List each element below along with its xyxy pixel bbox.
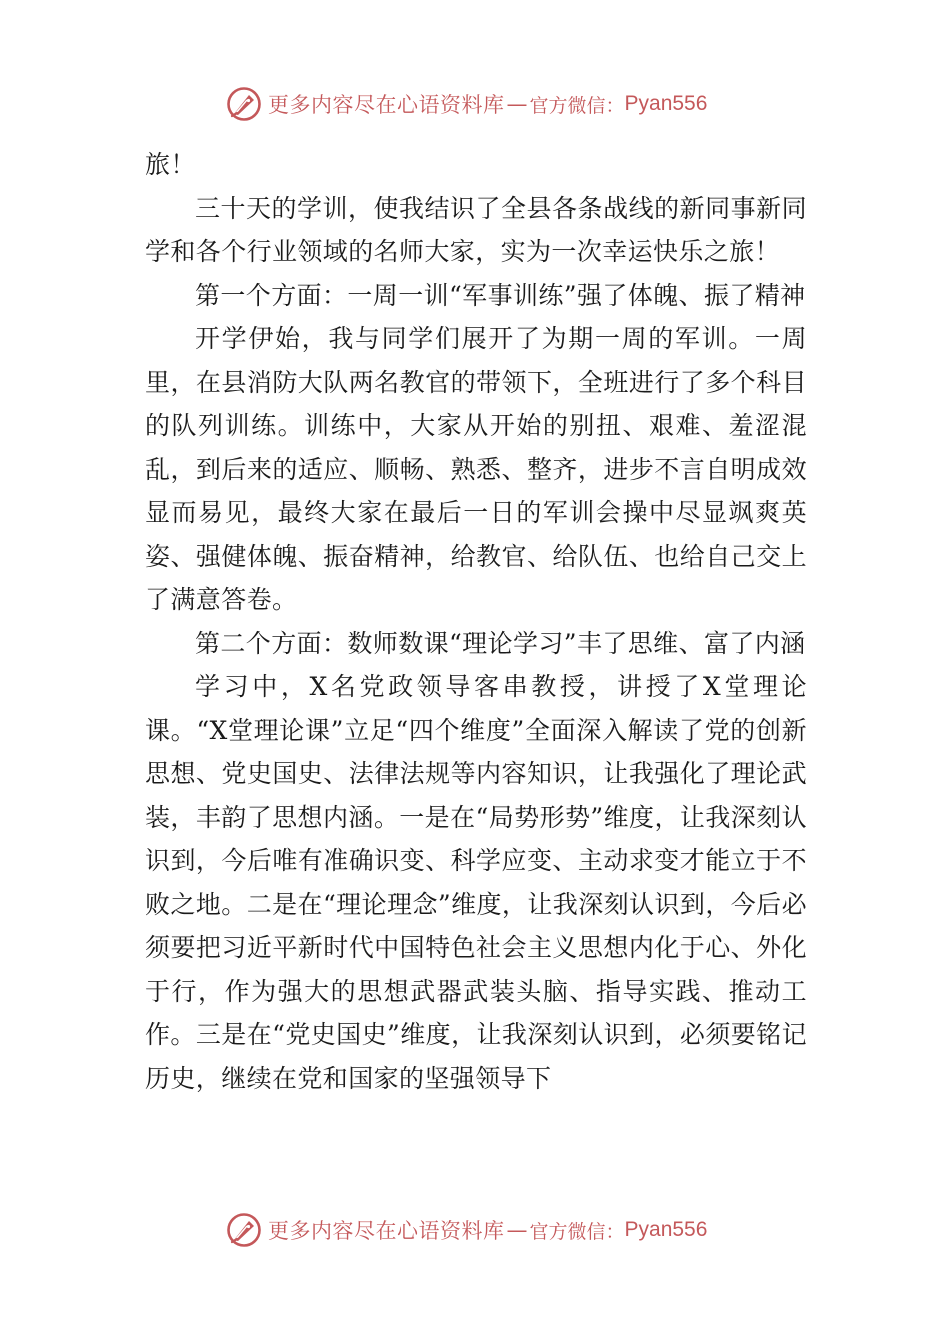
banner-site-text: 更多内容尽在心语资料库 [268,93,505,117]
banner-wechat-label: 官方微信： [529,94,625,117]
paragraph-theory-study: 学习中，X名党政领导客串教授，讲授了X堂理论课。“X堂理论课”立足“四个维度”全面深入解读了党的创新思想、党史国史、法律法规等内容知识，让我强化了理论武装，丰韵了思想内涵。一是在“局势形势”维度，让我深刻认识到，今后唯有准确识变、科学应变、主动求变才能立于不败之地。二是在“理论理念”维度，让我深刻认识到，今后必须要把习近平新时代中国特色社会主义思想内化于心、外化于行，作为强大的思想武器武装头脑、指导实践、推动工作。三是在“党史国史”维度，让我深刻认识到，必须要铭记历史，继续在党和国家的坚强领导下 [145,672,807,1093]
section-heading-1: 第一个方面：一周一训“军事训练”强了体魄、振了精神 [195,280,806,310]
pen-nib-logo-icon [226,1212,262,1248]
paragraph-continuation: 旅！ [145,150,196,179]
paragraph-military-training: 开学伊始，我与同学们展开了为期一周的军训。一周里，在县消防大队两名教官的带领下，全班进行了多个科目的队列训练。训练中，大家从开始的别扭、艰难、羞涩混乱，到后来的适应、顺畅、熟悉、整齐，进步不言自明成效显而易见，最终大家在最后一日的军训会操中尽显飒爽英姿、强健体魄、振奋精神，给教官、给队伍、也给自己交上了满意答卷。 [145,324,807,614]
footer-banner [226,1208,707,1252]
banner-wechat-id: Pyan556 [624,1218,708,1241]
pen-nib-logo-icon [226,86,262,122]
banner-wechat-label: 官方微信： [529,1220,625,1243]
paragraph-intro: 三十天的学训，使我结识了全县各条战线的新同事新同学和各个行业领域的名师大家，实为一次幸运快乐之旅！ [145,193,807,266]
banner-site-text: 更多内容尽在心语资料库 [268,1219,505,1243]
document-body [145,143,807,1100]
section-heading-2: 第二个方面：数师数课“理论学习”丰了思维、富了内涵 [195,628,806,658]
banner-wechat-id: Pyan556 [624,92,708,115]
banner-dash: — [506,1218,528,1242]
header-banner [226,82,707,126]
banner-dash: — [506,92,528,116]
